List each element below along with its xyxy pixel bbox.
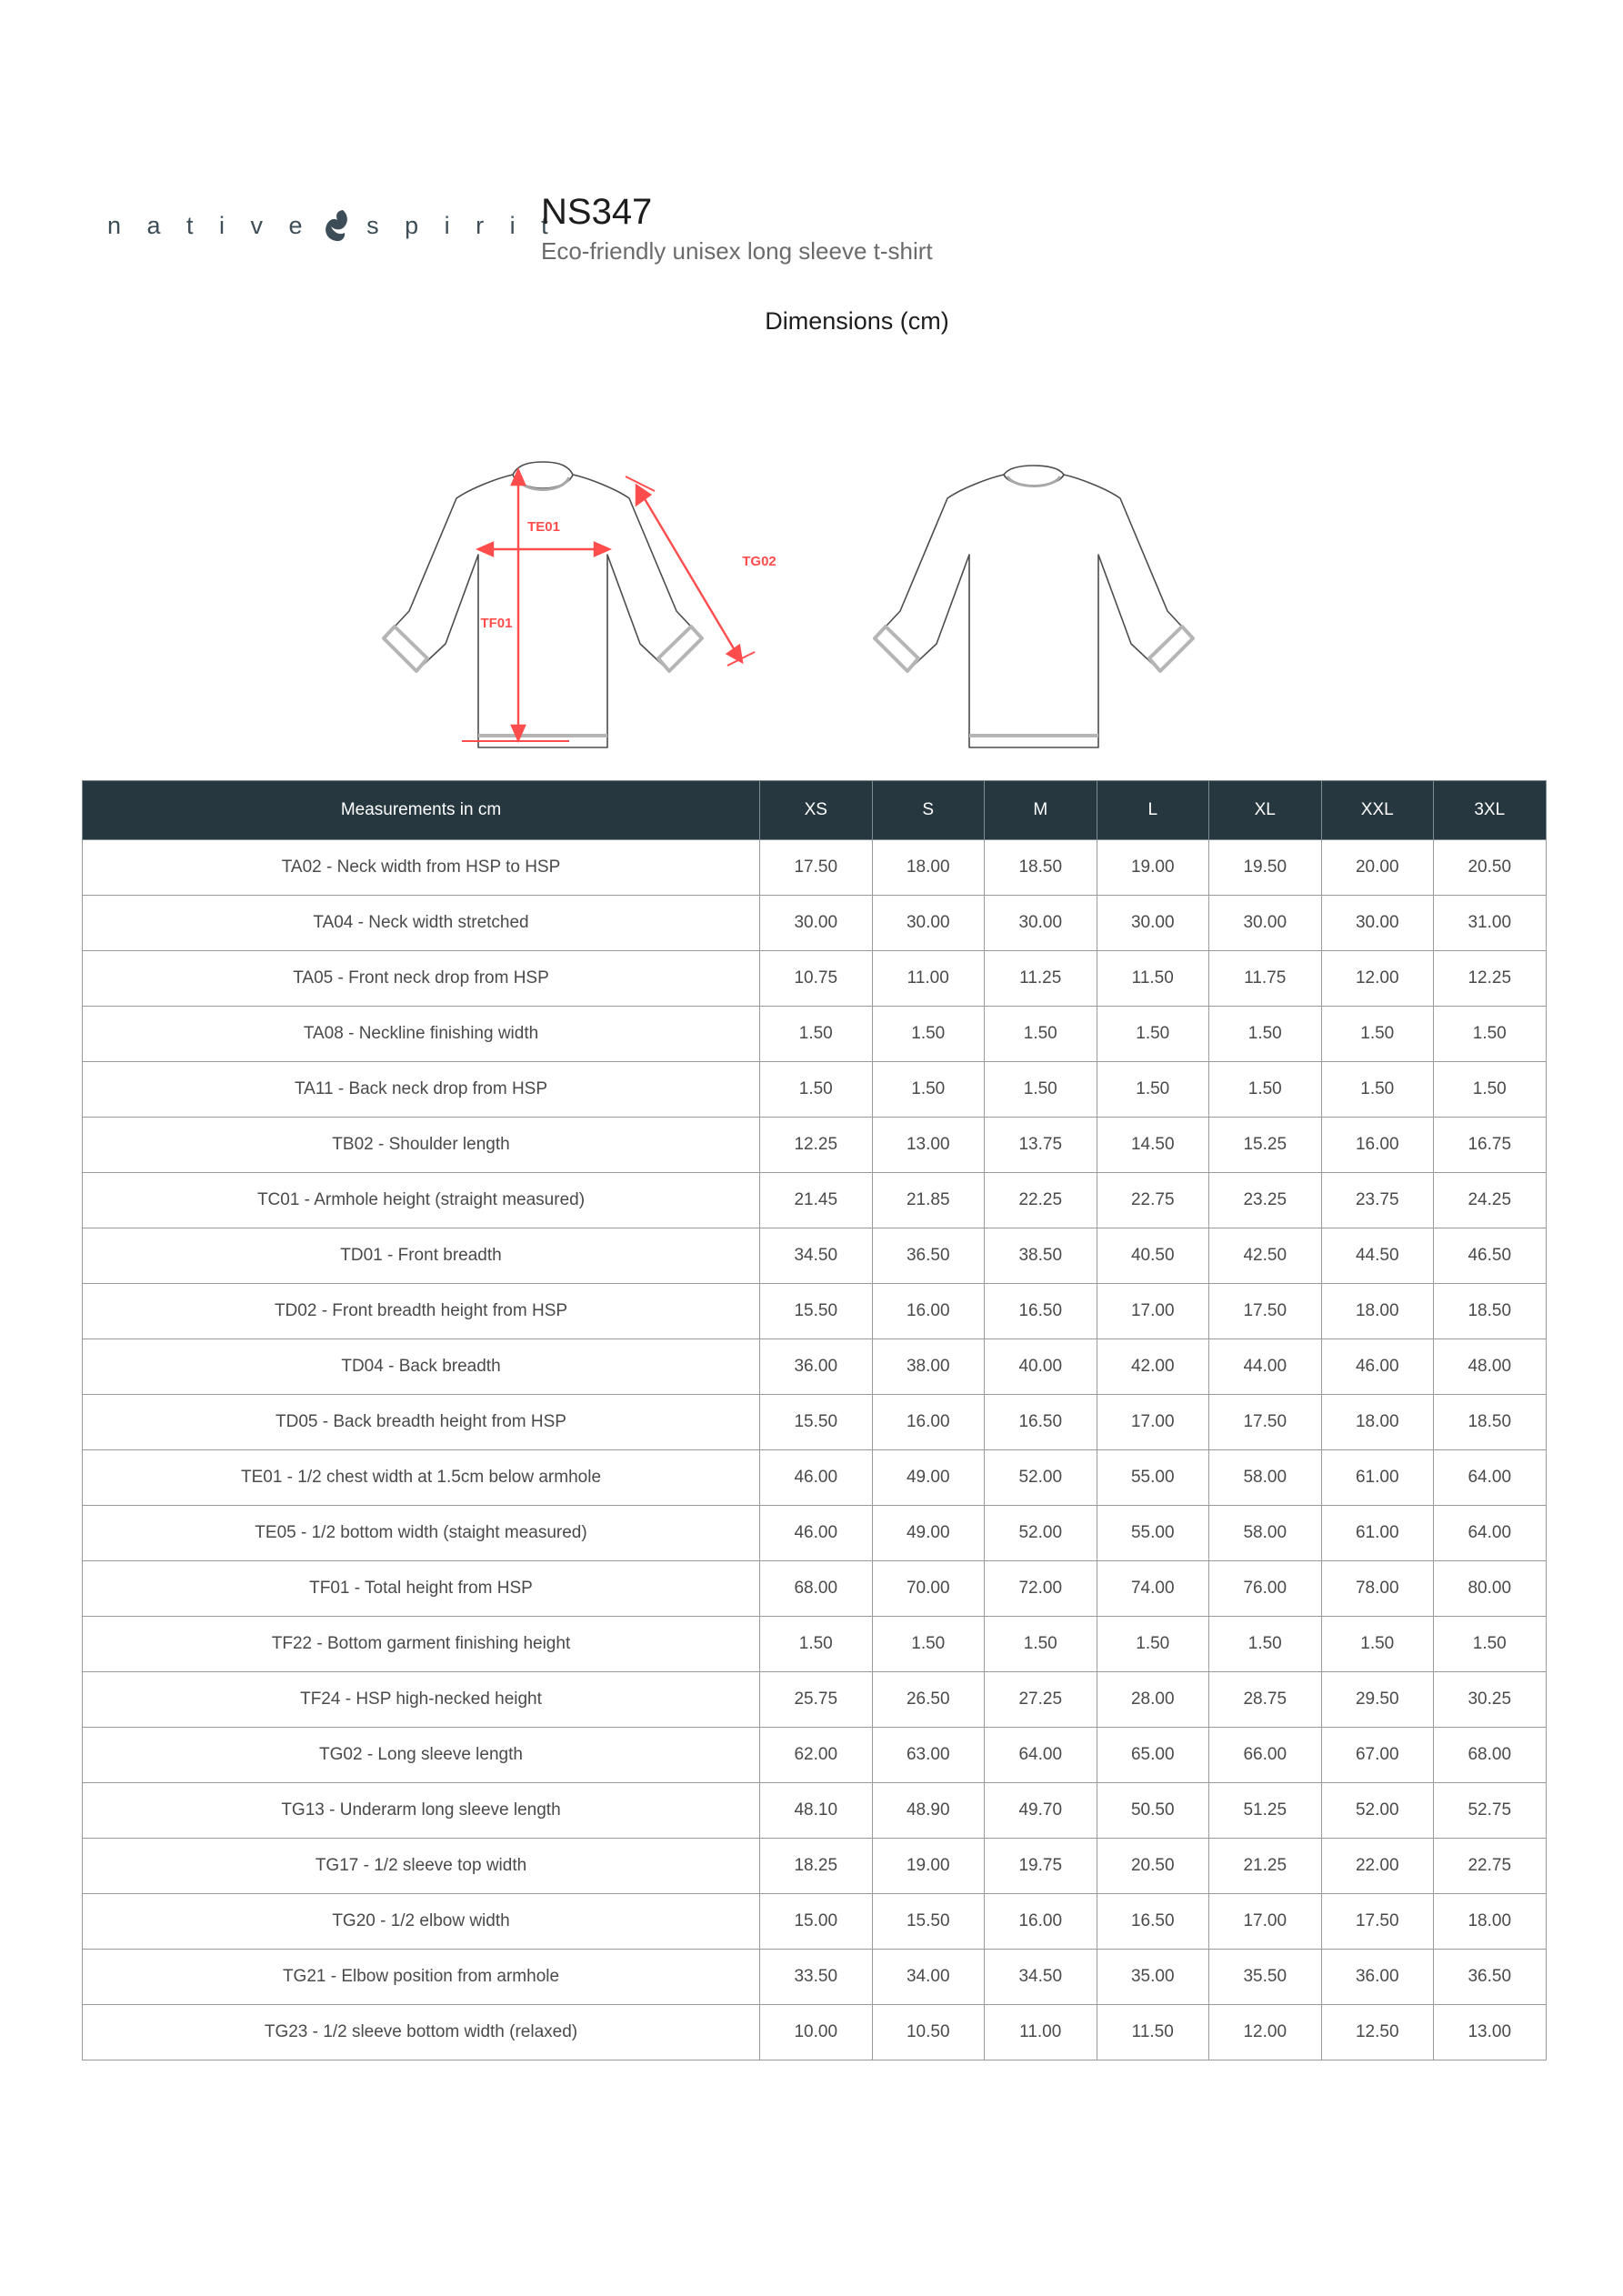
measurement-value-xxl: 29.50 xyxy=(1321,1672,1434,1728)
measurement-value-l: 14.50 xyxy=(1097,1118,1209,1173)
measurement-value-xs: 10.00 xyxy=(760,2005,873,2060)
column-header-size-xxl: XXL xyxy=(1321,781,1434,840)
brand-logo xyxy=(107,202,557,249)
measurement-value-xxl: 1.50 xyxy=(1321,1617,1434,1672)
measurement-value-xxl: 67.00 xyxy=(1321,1728,1434,1783)
measurement-value-l: 1.50 xyxy=(1097,1062,1209,1118)
measurement-value-m: 13.75 xyxy=(985,1118,1097,1173)
table-row xyxy=(83,951,1547,1007)
measurement-value-xl: 66.00 xyxy=(1209,1728,1322,1783)
measurement-value-l: 22.75 xyxy=(1097,1173,1209,1228)
table-body xyxy=(83,840,1547,2060)
garment-technical-drawing xyxy=(300,338,1318,757)
measurement-label: TG17 - 1/2 sleeve top width xyxy=(83,1839,760,1894)
measurement-value-l: 42.00 xyxy=(1097,1339,1209,1395)
table-row xyxy=(83,1672,1547,1728)
table-row xyxy=(83,1561,1547,1617)
measurement-value-xl: 1.50 xyxy=(1209,1007,1322,1062)
measurement-value-xxl: 36.00 xyxy=(1321,1950,1434,2005)
measurement-value-xl: 12.00 xyxy=(1209,2005,1322,2060)
measurement-value-xl: 28.75 xyxy=(1209,1672,1322,1728)
table-row xyxy=(83,1284,1547,1339)
measurement-value-l: 74.00 xyxy=(1097,1561,1209,1617)
measurement-label: TD04 - Back breadth xyxy=(83,1339,760,1395)
te01-label: TE01 xyxy=(527,519,560,535)
measurement-value-xl: 44.00 xyxy=(1209,1339,1322,1395)
table-header-row xyxy=(83,781,1547,840)
brand-name-second: s p i r i t xyxy=(366,211,558,239)
measurement-value-s: 11.00 xyxy=(872,951,985,1007)
measurement-value-s: 36.50 xyxy=(872,1228,985,1284)
table-row xyxy=(83,1839,1547,1894)
measurement-value-xs: 12.25 xyxy=(760,1118,873,1173)
column-header-size-m: M xyxy=(985,781,1097,840)
measurement-value-xxl: 18.00 xyxy=(1321,1395,1434,1450)
measurement-value-xxl: 1.50 xyxy=(1321,1062,1434,1118)
table-row xyxy=(83,1894,1547,1950)
measurement-label: TA08 - Neckline finishing width xyxy=(83,1007,760,1062)
measurement-value-m: 34.50 xyxy=(985,1950,1097,2005)
table-row xyxy=(83,840,1547,896)
measurement-value-3xl: 22.75 xyxy=(1434,1839,1547,1894)
table-row xyxy=(83,1783,1547,1839)
measurement-value-xs: 15.50 xyxy=(760,1395,873,1450)
measurement-value-s: 13.00 xyxy=(872,1118,985,1173)
measurement-label: TE05 - 1/2 bottom width (staight measured) xyxy=(83,1506,760,1561)
measurement-value-xl: 35.50 xyxy=(1209,1950,1322,2005)
table-row xyxy=(83,1062,1547,1118)
measurement-label: TF22 - Bottom garment finishing height xyxy=(83,1617,760,1672)
measurement-value-xl: 51.25 xyxy=(1209,1783,1322,1839)
measurement-value-xl: 58.00 xyxy=(1209,1506,1322,1561)
measurement-value-3xl: 1.50 xyxy=(1434,1617,1547,1672)
measurement-value-xl: 17.50 xyxy=(1209,1395,1322,1450)
measurement-label: TD02 - Front breadth height from HSP xyxy=(83,1284,760,1339)
measurement-value-l: 17.00 xyxy=(1097,1284,1209,1339)
measurement-value-xxl: 78.00 xyxy=(1321,1561,1434,1617)
measurement-value-3xl: 13.00 xyxy=(1434,2005,1547,2060)
measurement-value-l: 16.50 xyxy=(1097,1894,1209,1950)
measurement-value-xxl: 12.50 xyxy=(1321,2005,1434,2060)
measurement-value-3xl: 46.50 xyxy=(1434,1228,1547,1284)
measurement-value-m: 1.50 xyxy=(985,1007,1097,1062)
measurement-label: TG02 - Long sleeve length xyxy=(83,1728,760,1783)
tg02-label: TG02 xyxy=(742,554,776,569)
measurement-value-xs: 1.50 xyxy=(760,1007,873,1062)
measurement-value-xl: 23.25 xyxy=(1209,1173,1322,1228)
measurement-value-s: 15.50 xyxy=(872,1894,985,1950)
measurement-value-m: 38.50 xyxy=(985,1228,1097,1284)
measurement-value-xxl: 61.00 xyxy=(1321,1506,1434,1561)
column-header-size-s: S xyxy=(872,781,985,840)
measurement-value-3xl: 12.25 xyxy=(1434,951,1547,1007)
measurement-value-xs: 36.00 xyxy=(760,1339,873,1395)
measurement-value-l: 55.00 xyxy=(1097,1450,1209,1506)
measurement-value-3xl: 48.00 xyxy=(1434,1339,1547,1395)
measurement-value-m: 64.00 xyxy=(985,1728,1097,1783)
back-view xyxy=(875,466,1193,747)
measurement-value-m: 40.00 xyxy=(985,1339,1097,1395)
measurement-value-xs: 18.25 xyxy=(760,1839,873,1894)
measurement-value-m: 72.00 xyxy=(985,1561,1097,1617)
measurement-value-m: 1.50 xyxy=(985,1062,1097,1118)
measurement-value-m: 30.00 xyxy=(985,896,1097,951)
measurement-value-xl: 19.50 xyxy=(1209,840,1322,896)
measurement-value-xl: 21.25 xyxy=(1209,1839,1322,1894)
measurement-value-s: 70.00 xyxy=(872,1561,985,1617)
product-code: NS347 xyxy=(541,192,653,232)
measurement-value-3xl: 16.75 xyxy=(1434,1118,1547,1173)
measurement-label: TD01 - Front breadth xyxy=(83,1228,760,1284)
measurement-value-3xl: 30.25 xyxy=(1434,1672,1547,1728)
measurement-value-l: 17.00 xyxy=(1097,1395,1209,1450)
table-row xyxy=(83,2005,1547,2060)
measurement-value-xs: 62.00 xyxy=(760,1728,873,1783)
column-header-measurements: Measurements in cm xyxy=(83,781,760,840)
measurement-value-xl: 1.50 xyxy=(1209,1062,1322,1118)
measurement-value-xxl: 46.00 xyxy=(1321,1339,1434,1395)
measurement-value-l: 19.00 xyxy=(1097,840,1209,896)
measurement-value-m: 27.25 xyxy=(985,1672,1097,1728)
measurement-value-3xl: 1.50 xyxy=(1434,1007,1547,1062)
measurement-value-xxl: 61.00 xyxy=(1321,1450,1434,1506)
measurement-value-s: 1.50 xyxy=(872,1062,985,1118)
table-row xyxy=(83,1228,1547,1284)
measurement-value-s: 63.00 xyxy=(872,1728,985,1783)
measurement-label: TG20 - 1/2 elbow width xyxy=(83,1894,760,1950)
measurement-value-xl: 15.25 xyxy=(1209,1118,1322,1173)
measurement-value-xs: 46.00 xyxy=(760,1450,873,1506)
measurement-value-xxl: 16.00 xyxy=(1321,1118,1434,1173)
measurement-value-xxl: 22.00 xyxy=(1321,1839,1434,1894)
measurement-value-xxl: 18.00 xyxy=(1321,1284,1434,1339)
measurement-value-xxl: 52.00 xyxy=(1321,1783,1434,1839)
measurement-value-3xl: 31.00 xyxy=(1434,896,1547,951)
page-header xyxy=(0,191,1623,291)
measurement-value-xl: 30.00 xyxy=(1209,896,1322,951)
measurement-value-m: 18.50 xyxy=(985,840,1097,896)
measurement-value-xl: 17.00 xyxy=(1209,1894,1322,1950)
measurement-value-m: 49.70 xyxy=(985,1783,1097,1839)
measurement-value-m: 16.50 xyxy=(985,1284,1097,1339)
measurement-value-3xl: 1.50 xyxy=(1434,1062,1547,1118)
table-row xyxy=(83,1450,1547,1506)
measurement-value-m: 11.00 xyxy=(985,2005,1097,2060)
measurement-value-m: 52.00 xyxy=(985,1450,1097,1506)
measurement-value-xs: 1.50 xyxy=(760,1062,873,1118)
measurement-value-s: 49.00 xyxy=(872,1450,985,1506)
measurement-label: TF24 - HSP high-necked height xyxy=(83,1672,760,1728)
measurement-value-m: 11.25 xyxy=(985,951,1097,1007)
table-row xyxy=(83,1395,1547,1450)
measurement-value-l: 55.00 xyxy=(1097,1506,1209,1561)
tf01-label: TF01 xyxy=(480,616,513,631)
measurement-value-xxl: 1.50 xyxy=(1321,1007,1434,1062)
measurement-value-xxl: 20.00 xyxy=(1321,840,1434,896)
measurement-value-3xl: 36.50 xyxy=(1434,1950,1547,2005)
measurement-value-3xl: 24.25 xyxy=(1434,1173,1547,1228)
measurement-value-m: 16.50 xyxy=(985,1395,1097,1450)
measurement-label: TB02 - Shoulder length xyxy=(83,1118,760,1173)
measurement-label: TG13 - Underarm long sleeve length xyxy=(83,1783,760,1839)
measurement-value-3xl: 52.75 xyxy=(1434,1783,1547,1839)
measurement-value-xl: 17.50 xyxy=(1209,1284,1322,1339)
measurement-value-l: 1.50 xyxy=(1097,1007,1209,1062)
column-header-size-3xl: 3XL xyxy=(1434,781,1547,840)
measurement-value-s: 16.00 xyxy=(872,1395,985,1450)
measurement-value-xs: 15.00 xyxy=(760,1894,873,1950)
measurement-value-s: 19.00 xyxy=(872,1839,985,1894)
measurement-value-l: 28.00 xyxy=(1097,1672,1209,1728)
diagram-title: Dimensions (cm) xyxy=(765,307,949,335)
measurement-value-l: 30.00 xyxy=(1097,896,1209,951)
measurement-value-s: 16.00 xyxy=(872,1284,985,1339)
measurement-value-xs: 21.45 xyxy=(760,1173,873,1228)
column-header-size-l: L xyxy=(1097,781,1209,840)
garment-diagram xyxy=(0,300,1623,773)
table-row xyxy=(83,1339,1547,1395)
measurement-value-s: 38.00 xyxy=(872,1339,985,1395)
measurement-value-m: 52.00 xyxy=(985,1506,1097,1561)
measurement-value-s: 10.50 xyxy=(872,2005,985,2060)
measurement-value-l: 40.50 xyxy=(1097,1228,1209,1284)
title-block xyxy=(541,191,933,267)
measurement-value-m: 19.75 xyxy=(985,1839,1097,1894)
measurement-value-s: 18.00 xyxy=(872,840,985,896)
measurements-table xyxy=(82,780,1547,2060)
measurement-value-xs: 48.10 xyxy=(760,1783,873,1839)
table-row xyxy=(83,1950,1547,2005)
table-row xyxy=(83,1118,1547,1173)
measurement-value-s: 26.50 xyxy=(872,1672,985,1728)
measurement-value-3xl: 64.00 xyxy=(1434,1450,1547,1506)
measurement-value-xs: 15.50 xyxy=(760,1284,873,1339)
measurement-value-3xl: 80.00 xyxy=(1434,1561,1547,1617)
measurement-value-xxl: 12.00 xyxy=(1321,951,1434,1007)
measurement-label: TG23 - 1/2 sleeve bottom width (relaxed) xyxy=(83,2005,760,2060)
measurement-value-s: 48.90 xyxy=(872,1783,985,1839)
measurement-label: TA04 - Neck width stretched xyxy=(83,896,760,951)
measurement-value-xl: 76.00 xyxy=(1209,1561,1322,1617)
swoosh-leaf-icon xyxy=(316,205,357,246)
measurement-label: TC01 - Armhole height (straight measured) xyxy=(83,1173,760,1228)
measurement-value-xl: 58.00 xyxy=(1209,1450,1322,1506)
measurement-value-xs: 25.75 xyxy=(760,1672,873,1728)
measurement-value-xs: 68.00 xyxy=(760,1561,873,1617)
table-row xyxy=(83,1173,1547,1228)
measurement-value-xxl: 17.50 xyxy=(1321,1894,1434,1950)
front-view xyxy=(384,462,702,747)
measurement-label: TD05 - Back breadth height from HSP xyxy=(83,1395,760,1450)
table-row xyxy=(83,1506,1547,1561)
measurement-value-3xl: 18.00 xyxy=(1434,1894,1547,1950)
measurement-value-3xl: 68.00 xyxy=(1434,1728,1547,1783)
measurement-value-3xl: 18.50 xyxy=(1434,1395,1547,1450)
table-row xyxy=(83,1617,1547,1672)
measurement-value-xxl: 23.75 xyxy=(1321,1173,1434,1228)
measurement-value-l: 1.50 xyxy=(1097,1617,1209,1672)
measurement-label: TA11 - Back neck drop from HSP xyxy=(83,1062,760,1118)
measurement-value-xs: 46.00 xyxy=(760,1506,873,1561)
measurement-value-3xl: 64.00 xyxy=(1434,1506,1547,1561)
measurement-value-l: 11.50 xyxy=(1097,951,1209,1007)
column-header-size-xl: XL xyxy=(1209,781,1322,840)
measurement-value-3xl: 20.50 xyxy=(1434,840,1547,896)
measurement-label: TF01 - Total height from HSP xyxy=(83,1561,760,1617)
measurement-value-xs: 1.50 xyxy=(760,1617,873,1672)
measurements-table-container xyxy=(82,780,1546,2060)
measurement-value-l: 11.50 xyxy=(1097,2005,1209,2060)
product-description: Eco-friendly unisex long sleeve t-shirt xyxy=(541,237,933,265)
column-header-size-xs: XS xyxy=(760,781,873,840)
measurement-label: TA05 - Front neck drop from HSP xyxy=(83,951,760,1007)
measurement-value-s: 49.00 xyxy=(872,1506,985,1561)
measurement-value-s: 1.50 xyxy=(872,1617,985,1672)
measurement-value-xs: 10.75 xyxy=(760,951,873,1007)
measurement-value-xl: 1.50 xyxy=(1209,1617,1322,1672)
measurement-value-l: 35.00 xyxy=(1097,1950,1209,2005)
measurement-value-m: 16.00 xyxy=(985,1894,1097,1950)
measurement-value-xs: 30.00 xyxy=(760,896,873,951)
measurement-label: TG21 - Elbow position from armhole xyxy=(83,1950,760,2005)
measurement-value-l: 50.50 xyxy=(1097,1783,1209,1839)
measurement-value-xl: 11.75 xyxy=(1209,951,1322,1007)
table-row xyxy=(83,1728,1547,1783)
measurement-value-xxl: 44.50 xyxy=(1321,1228,1434,1284)
measurement-label: TE01 - 1/2 chest width at 1.5cm below armhole xyxy=(83,1450,760,1506)
measurement-value-xs: 34.50 xyxy=(760,1228,873,1284)
measurement-value-s: 1.50 xyxy=(872,1007,985,1062)
measurement-value-s: 34.00 xyxy=(872,1950,985,2005)
measurement-label: TA02 - Neck width from HSP to HSP xyxy=(83,840,760,896)
measurement-value-xl: 42.50 xyxy=(1209,1228,1322,1284)
measurement-value-3xl: 18.50 xyxy=(1434,1284,1547,1339)
measurement-value-m: 22.25 xyxy=(985,1173,1097,1228)
measurement-value-xxl: 30.00 xyxy=(1321,896,1434,951)
table-row xyxy=(83,896,1547,951)
measurement-value-l: 20.50 xyxy=(1097,1839,1209,1894)
table-row xyxy=(83,1007,1547,1062)
measurement-value-l: 65.00 xyxy=(1097,1728,1209,1783)
brand-name-first: n a t i v e xyxy=(107,211,313,239)
measurement-value-m: 1.50 xyxy=(985,1617,1097,1672)
measurement-value-xs: 33.50 xyxy=(760,1950,873,2005)
measurement-value-s: 30.00 xyxy=(872,896,985,951)
measurement-value-xs: 17.50 xyxy=(760,840,873,896)
measurement-value-s: 21.85 xyxy=(872,1173,985,1228)
